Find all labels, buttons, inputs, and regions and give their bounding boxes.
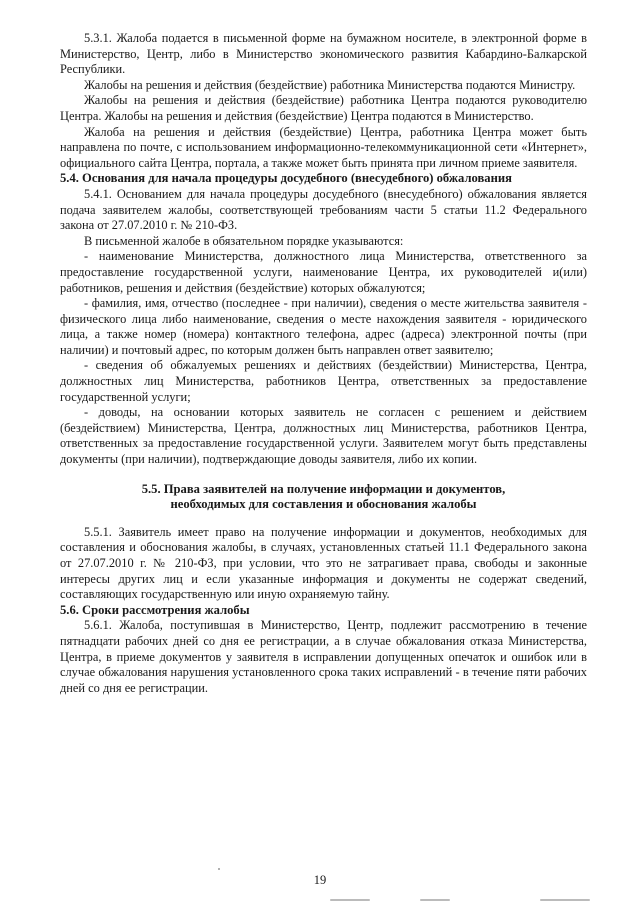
paragraph-5-6-1: 5.6.1. Жалоба, поступившая в Министерство, Центр, подлежит рассмотрению в течение пятнадцати рабочих дней со дня ее регистрации, а в случае обжалования отказа Министерства, Центра, в приеме документов у заявителя в исправлении допущенных опечаток и ошибок или в случае обжалования нарушения установленного срока таких исправлений - в течение пяти рабочих дней со дня ее регистрации. <box>60 618 587 695</box>
scan-artifact <box>218 868 220 870</box>
list-item-5-4-2: - фамилия, имя, отчество (последнее - при наличии), сведения о месте жительства заявителя - физического лица либо наименование, сведения о месте нахождения заявителя - юридического лица, а также номер (номера) контактного телефона, адрес (адреса) электронной почты (при наличии) и почтовый адрес, по которым должен быть направлен ответ заявителю; <box>60 296 587 357</box>
section-heading-5-5-line2: необходимых для составления и обоснования жалобы <box>170 497 477 512</box>
paragraph-5-3-submission-methods: Жалоба на решения и действия (бездействие) Центра, работника Центра может быть направлена по почте, с использованием информационно-телекоммуникационной сети «Интернет», официального сайта Центра, портала, а также может быть принята при личном приеме заявителя. <box>60 124 587 170</box>
list-item-5-4-3: - сведения об обжалуемых решениях и действиях (бездействии) Министерства, Центра, должностных лиц Министерства, работников Центра, ответственных за предоставление государственной услуги; <box>60 358 587 404</box>
paragraph-5-3-complaint-minister: Жалобы на решения и действия (бездействие) работника Министерства подаются Министру. <box>84 77 576 92</box>
document-body <box>60 31 587 696</box>
list-item-5-4-1: - наименование Министерства, должностного лица Министерства, ответственного за предоставление государственной услуги, наименование Центра, их руководителей и(или) работников, решения и действия (бездействие) которых обжалуются; <box>60 249 587 295</box>
paragraph-5-4-1: 5.4.1. Основанием для начала процедуры досудебного (внесудебного) обжалования является подача заявителем жалобы, соответствующей требованиям части 5 статьи 11.2 Федерального закона от 27.07.2010 г. № 210-ФЗ. <box>60 186 587 233</box>
section-heading-5-6: 5.6. Сроки рассмотрения жалобы <box>60 602 250 617</box>
page-number: 19 <box>313 873 327 887</box>
list-item-5-4-4: - доводы, на основании которых заявитель не согласен с решением и действием (бездействием) Министерства, Центра, должностных лиц Министерства, работников Центра, ответственных за предоставление государственной услуги. Заявителем могут быть представлены документы (при наличии), подтверждающие доводы заявителя, либо их копии. <box>60 405 587 467</box>
section-heading-5-5-line1: 5.5. Права заявителей на получение информации и документов, <box>141 481 506 496</box>
paragraph-5-4-required-fields: В письменной жалобе в обязательном порядке указываются: <box>84 233 404 248</box>
section-heading-5-4: 5.4. Основания для начала процедуры досудебного (внесудебного) обжалования <box>60 171 512 186</box>
paragraph-5-3-complaint-center: Жалобы на решения и действия (бездействие) работника Центра подаются руководителю Центра. Жалобы на решения и действия (бездействие) Центра подаются в Министерство. <box>60 93 587 123</box>
scan-artifact <box>330 899 370 901</box>
section-heading-5-5 <box>60 482 587 513</box>
paragraph-5-3-1: 5.3.1. Жалоба подается в письменной форме на бумажном носителе, в электронной форме в Министерство, Центр, либо в Министерство экономического развития Кабардино-Балкарской Республики. <box>60 31 587 77</box>
paragraph-5-5-1: 5.5.1. Заявитель имеет право на получение информации и документов, необходимых для составления и обоснования жалобы, в случаях, установленных статьей 11.1 Федерального закона от 27.07.2010 г. № 210-ФЗ, при условии, что это не затрагивает права, свободы и законные интересы других лиц и если указанные информация и документы не содержат сведений, составляющих государственную или иную охраняемую тайну. <box>60 524 587 602</box>
scan-artifact <box>540 899 590 901</box>
scan-artifact <box>420 899 450 901</box>
